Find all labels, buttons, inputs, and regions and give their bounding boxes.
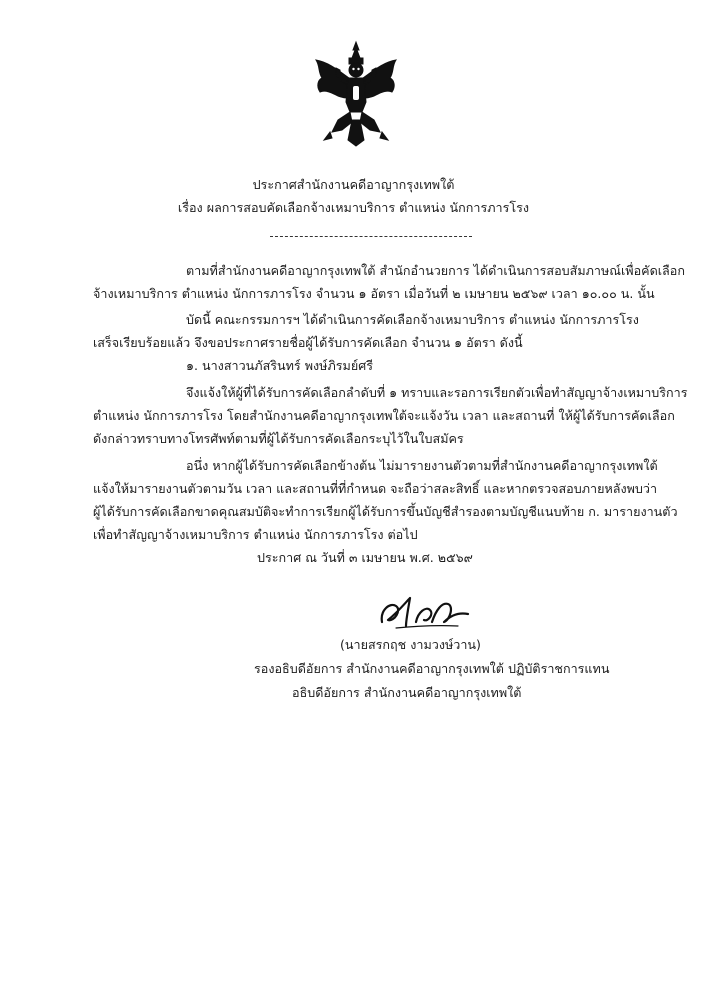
paragraph-2-line-1: บัดนี้ คณะกรรมการฯ ได้ดำเนินการคัดเลือกจ้างเหมาบริการ ตำแหน่ง นักการภารโรง <box>186 312 639 327</box>
paragraph-4-line-4: เพื่อทำสัญญาจ้างเหมาบริการ ตำแหน่ง นักการภารโรง ต่อไป <box>93 527 418 542</box>
paragraph-1-line-2: จ้างเหมาบริการ ตำแหน่ง นักการภารโรง จำนวน ๑ อัตรา เมื่อวันที่ ๒ เมษายน ๒๕๖๙ เวลา ๑๐.๐๐ น. นั้น <box>93 286 655 301</box>
announcement-subject: เรื่อง ผลการสอบคัดเลือกจ้างเหมาบริการ ตำแหน่ง นักการภารโรง <box>177 200 530 215</box>
paragraph-3-line-3: ดังกล่าวทราบทางโทรศัพท์ตามที่ผู้ได้รับการคัดเลือกระบุไว้ในใบสมัคร <box>93 431 464 446</box>
signer-position-line-2: อธิบดีอัยการ สำนักงานคดีอาญากรุงเทพใต้ <box>292 685 522 700</box>
handwritten-signature <box>376 592 476 632</box>
paragraph-4-line-2: แจ้งให้มารายงานตัวตามวัน เวลา และสถานที่ที่กำหนด จะถือว่าสละสิทธิ์ และหากตรวจสอบภายหลังพบว่า <box>93 481 658 496</box>
announcement-date: ประกาศ ณ วันที่ ๓ เมษายน พ.ศ. ๒๕๖๙ <box>257 550 473 565</box>
paragraph-3-line-2: ตำแหน่ง นักการภารโรง โดยสำนักงานคดีอาญากรุงเทพใต้จะแจ้งวัน เวลา และสถานที่ ให้ผู้ได้รับการคัดเลือก <box>93 408 675 423</box>
paragraph-4-line-1: อนึ่ง หากผู้ได้รับการคัดเลือกข้างต้น ไม่มารายงานตัวตามที่สำนักงานคดีอาญากรุงเทพใต้ <box>186 458 658 473</box>
paragraph-1-line-1: ตามที่สำนักงานคดีอาญากรุงเทพใต้ สำนักอำนวยการ ได้ดำเนินการสอบสัมภาษณ์เพื่อคัดเลือก <box>186 263 685 278</box>
garuda-emblem-icon <box>308 40 404 148</box>
selected-candidate: ๑. นางสาวนภัสรินทร์ พงษ์ภิรมย์ศรี <box>186 358 373 373</box>
divider <box>270 236 472 237</box>
paragraph-4-line-3: ผู้ได้รับการคัดเลือกขาดคุณสมบัติจะทำการเรียกผู้ได้รับการขึ้นบัญชีสำรองตามบัญชีแนบท้าย ก. มารายงานตัว <box>93 504 678 519</box>
signer-position-line-1: รองอธิบดีอัยการ สำนักงานคดีอาญากรุงเทพใต้ ปฏิบัติราชการแทน <box>254 661 610 676</box>
paragraph-2-line-2: เสร็จเรียบร้อยแล้ว จึงขอประกาศรายชื่อผู้ได้รับการคัดเลือก จำนวน ๑ อัตรา ดังนี้ <box>93 335 523 350</box>
paragraph-3-line-1: จึงแจ้งให้ผู้ที่ได้รับการคัดเลือกลำดับที่ ๑ ทราบและรอการเรียกตัวเพื่อทำสัญญาจ้างเหมาบริการ <box>186 385 688 400</box>
announcement-title: ประกาศสำนักงานคดีอาญากรุงเทพใต้ <box>252 177 455 192</box>
signer-name: (นายสรกฤช งามวงษ์วาน) <box>340 637 481 652</box>
